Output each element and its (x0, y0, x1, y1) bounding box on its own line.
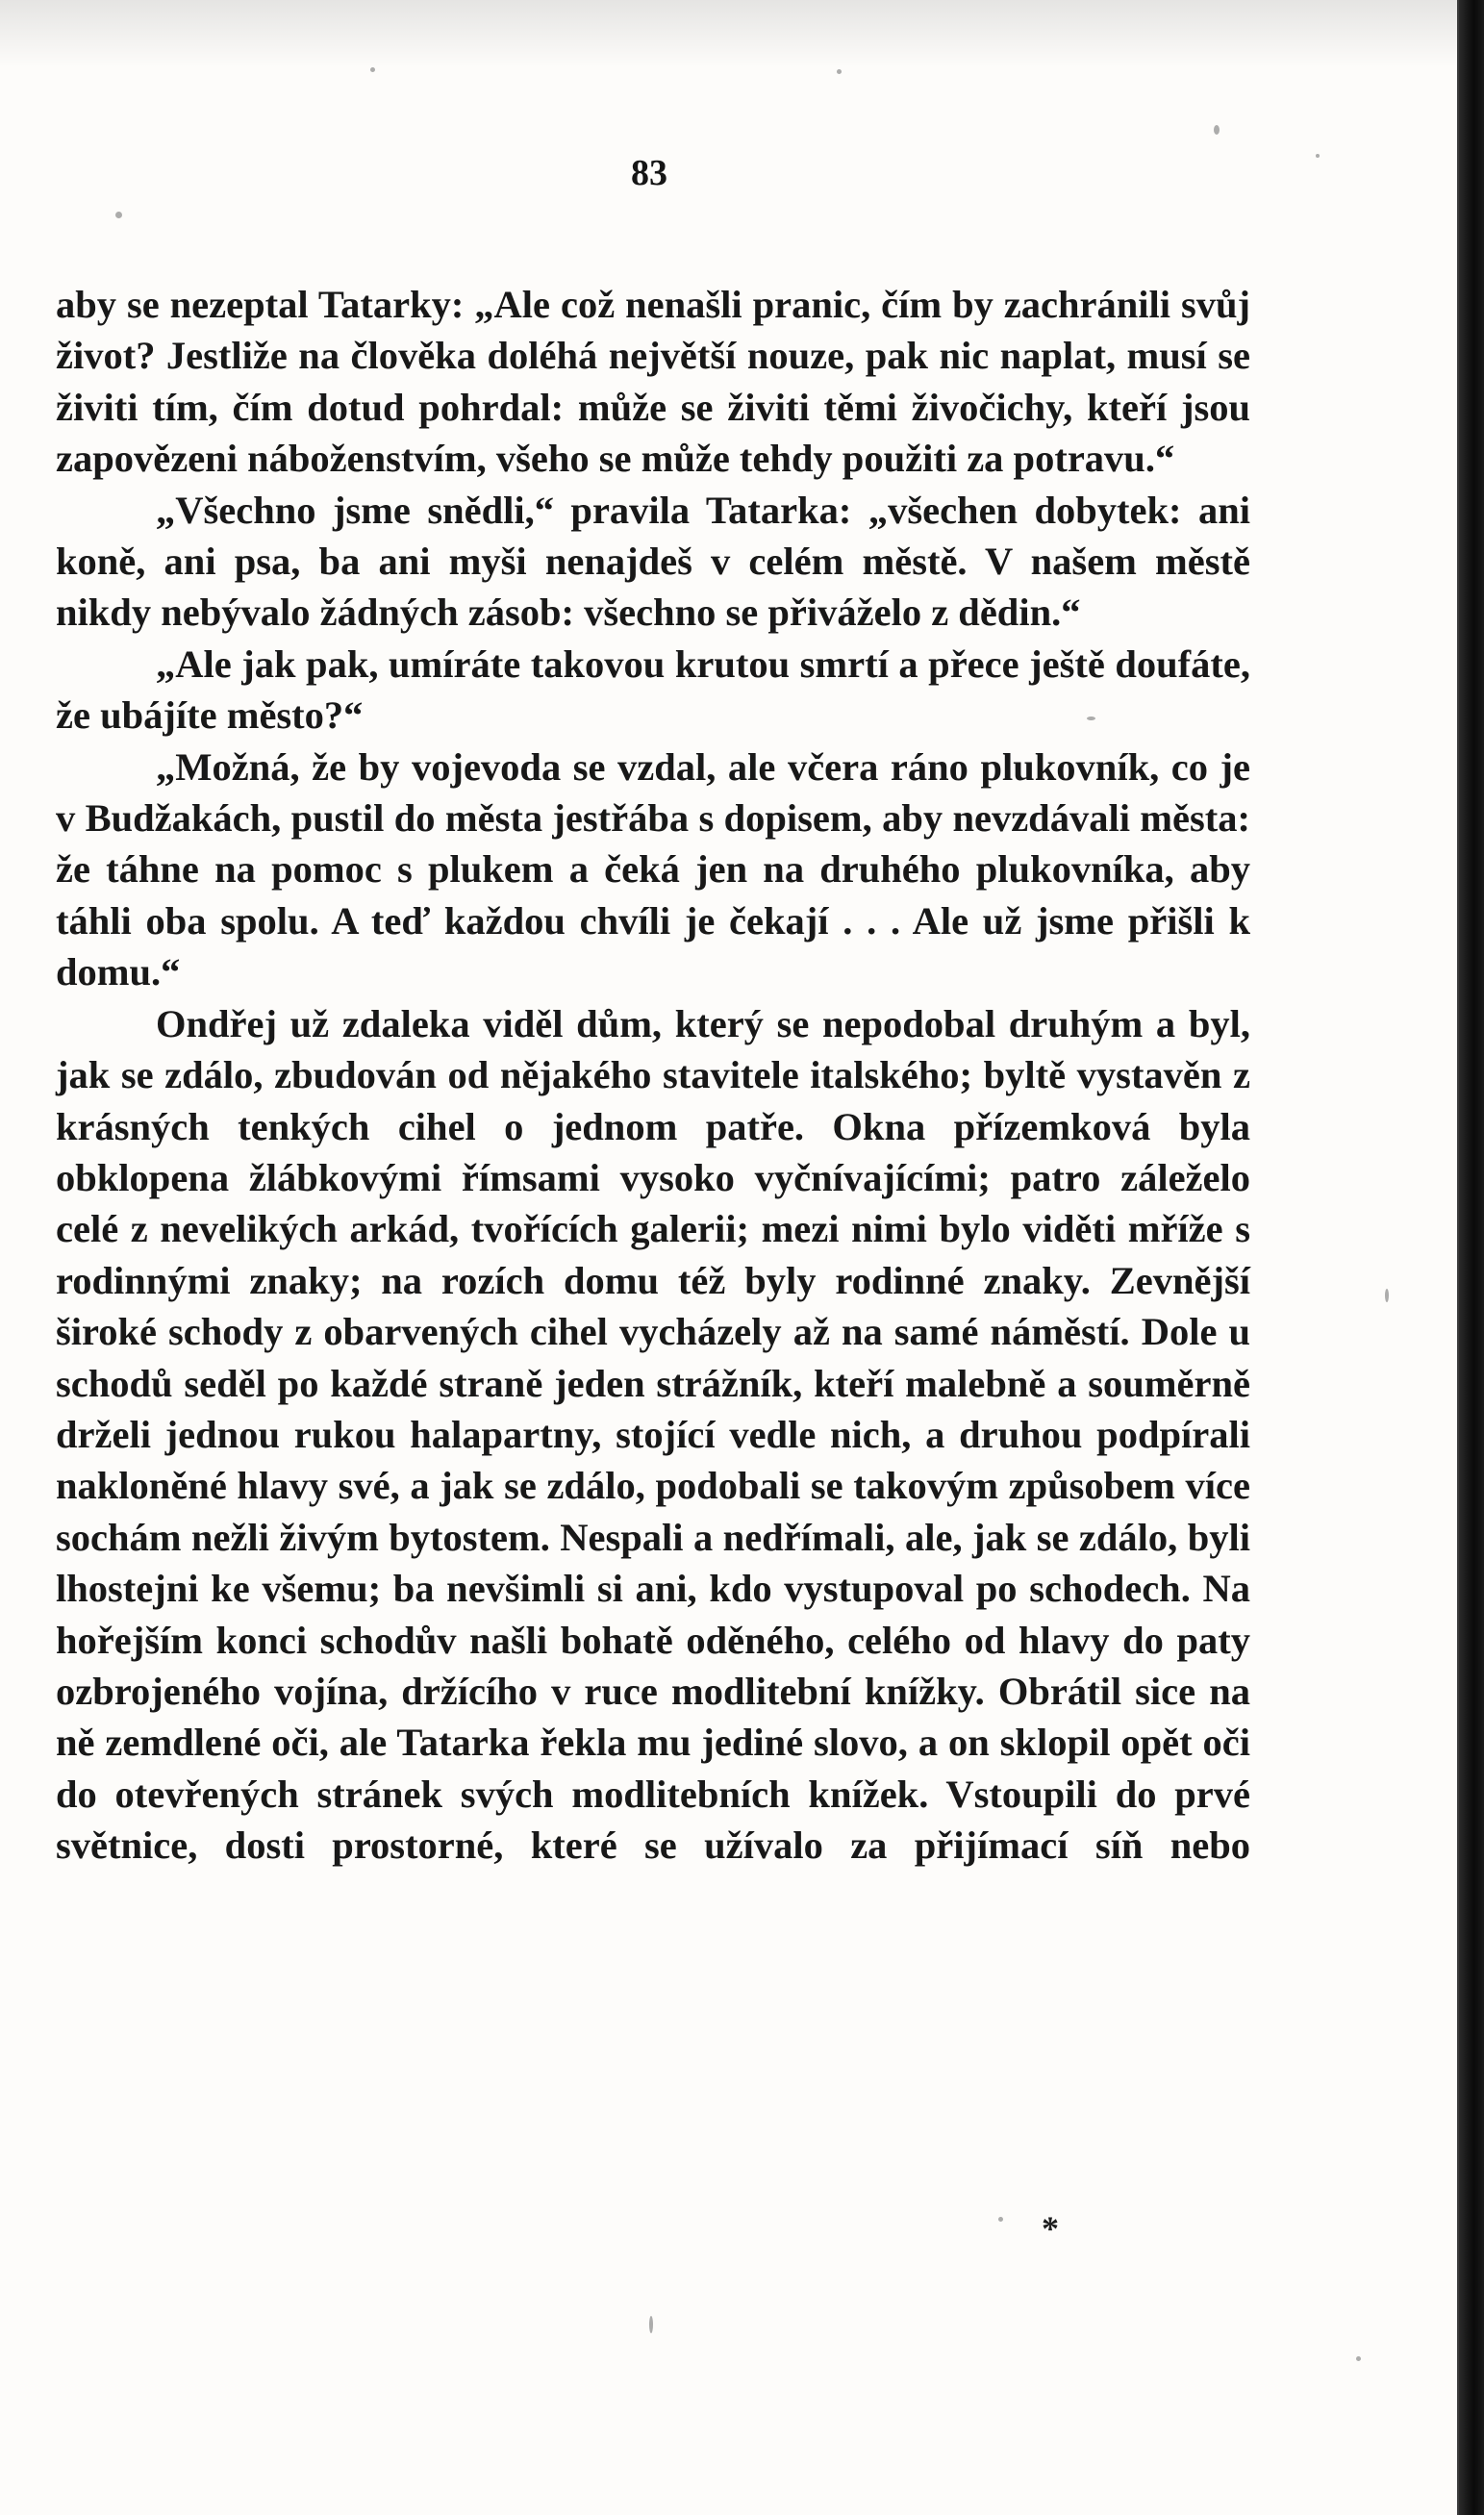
print-speck (837, 69, 842, 74)
print-speck (1356, 2356, 1361, 2361)
page-top-shading (0, 0, 1457, 67)
print-speck (998, 2217, 1003, 2222)
print-speck (649, 2316, 653, 2333)
body-text (56, 279, 1250, 1872)
paragraph-4: „Možná, že by vojevoda se vzdal, ale včera ráno plukovník, co je v Budžakách, pustil do města jestřába s dopisem, aby nevzdávali města: že táhne na pomoc s plukem a čeká jen na druhého plukovníka, aby táhli oba spolu. A teď každou chvíli je čekají . . . Ale už jsme přišli k domu.“ (56, 744, 1250, 994)
signature-mark: * (1042, 2209, 1059, 2248)
print-speck (1385, 1289, 1389, 1302)
paragraph-2: „Všechno jsme snědli,“ pravila Tatarka: „všechen dobytek: ani koně, ani psa, ba ani myši nenajdeš v celém městě. V našem městě nikdy nebývalo žádných zásob: všechno se přiváželo z dědin.“ (56, 488, 1250, 635)
print-speck (370, 67, 375, 72)
page-edge-shadow (1459, 0, 1484, 2515)
print-speck (115, 212, 122, 218)
page-number: 83 (631, 153, 667, 193)
print-speck (1214, 125, 1220, 135)
print-speck (1316, 154, 1320, 158)
paragraph-1: aby se nezeptal Tatarky: „Ale což nenašli pranic, čím by zachránili svůj život? Jestliže na člověka doléhá největší nouze, pak nic naplat, musí se živiti tím, čím dotud pohrdal: může se živiti těmi živočichy, kteří jsou zapovězeni náboženstvím, všeho se může tehdy použiti za potravu.“ (56, 283, 1250, 481)
paragraph-5: Ondřej už zdaleka viděl dům, který se nepodobal druhým a byl, jak se zdálo, zbudován od nějakého stavitele italského; byltě vystavěn z krásných tenkých cihel o jednom patře. Okna přízemková byla obklopena žlábkovými římsami vysoko vyčnívajícími; patro záleželo celé z nevelikých arkád, tvořících galerii; mezi nimi bylo viděti mříže s rodinnými znaky; na rozích domu též byly rodinné znaky. Zevnější široké schody z obarvených cihel vycházely až na samé náměstí. Dole u schodů seděl po každé straně jeden strážník, kteří malebně a souměrně drželi jednou rukou halapartny, stojící vedle nich, a druhou podpírali nakloněné hlavy své, a jak se zdálo, podobali se takovým způsobem více sochám nežli živým bytostem. Nespali a nedřímali, ale, jak se zdálo, byli lhostejni ke všemu; ba nevšimli si ani, kdo vystupoval po schodech. Na hořejším konci schodův našli bohatě oděného, celého od hlavy do paty ozbrojeného vojína, držícího v ruce modlitební knížky. Obrátil sice na ně zemdlené oči, ale Tatarka řekla mu jediné slovo, a on sklopil opět oči do otevřených stránek svých modlitebních knížek. Vstoupili do prvé světnice, dosti prostorné, které se užívalo za přijímací síň nebo (56, 1001, 1250, 1868)
paragraph-3: „Ale jak pak, umíráte takovou krutou smrtí a přece ještě doufáte, že ubájíte město?“ (56, 641, 1250, 738)
print-speck (1087, 717, 1095, 720)
